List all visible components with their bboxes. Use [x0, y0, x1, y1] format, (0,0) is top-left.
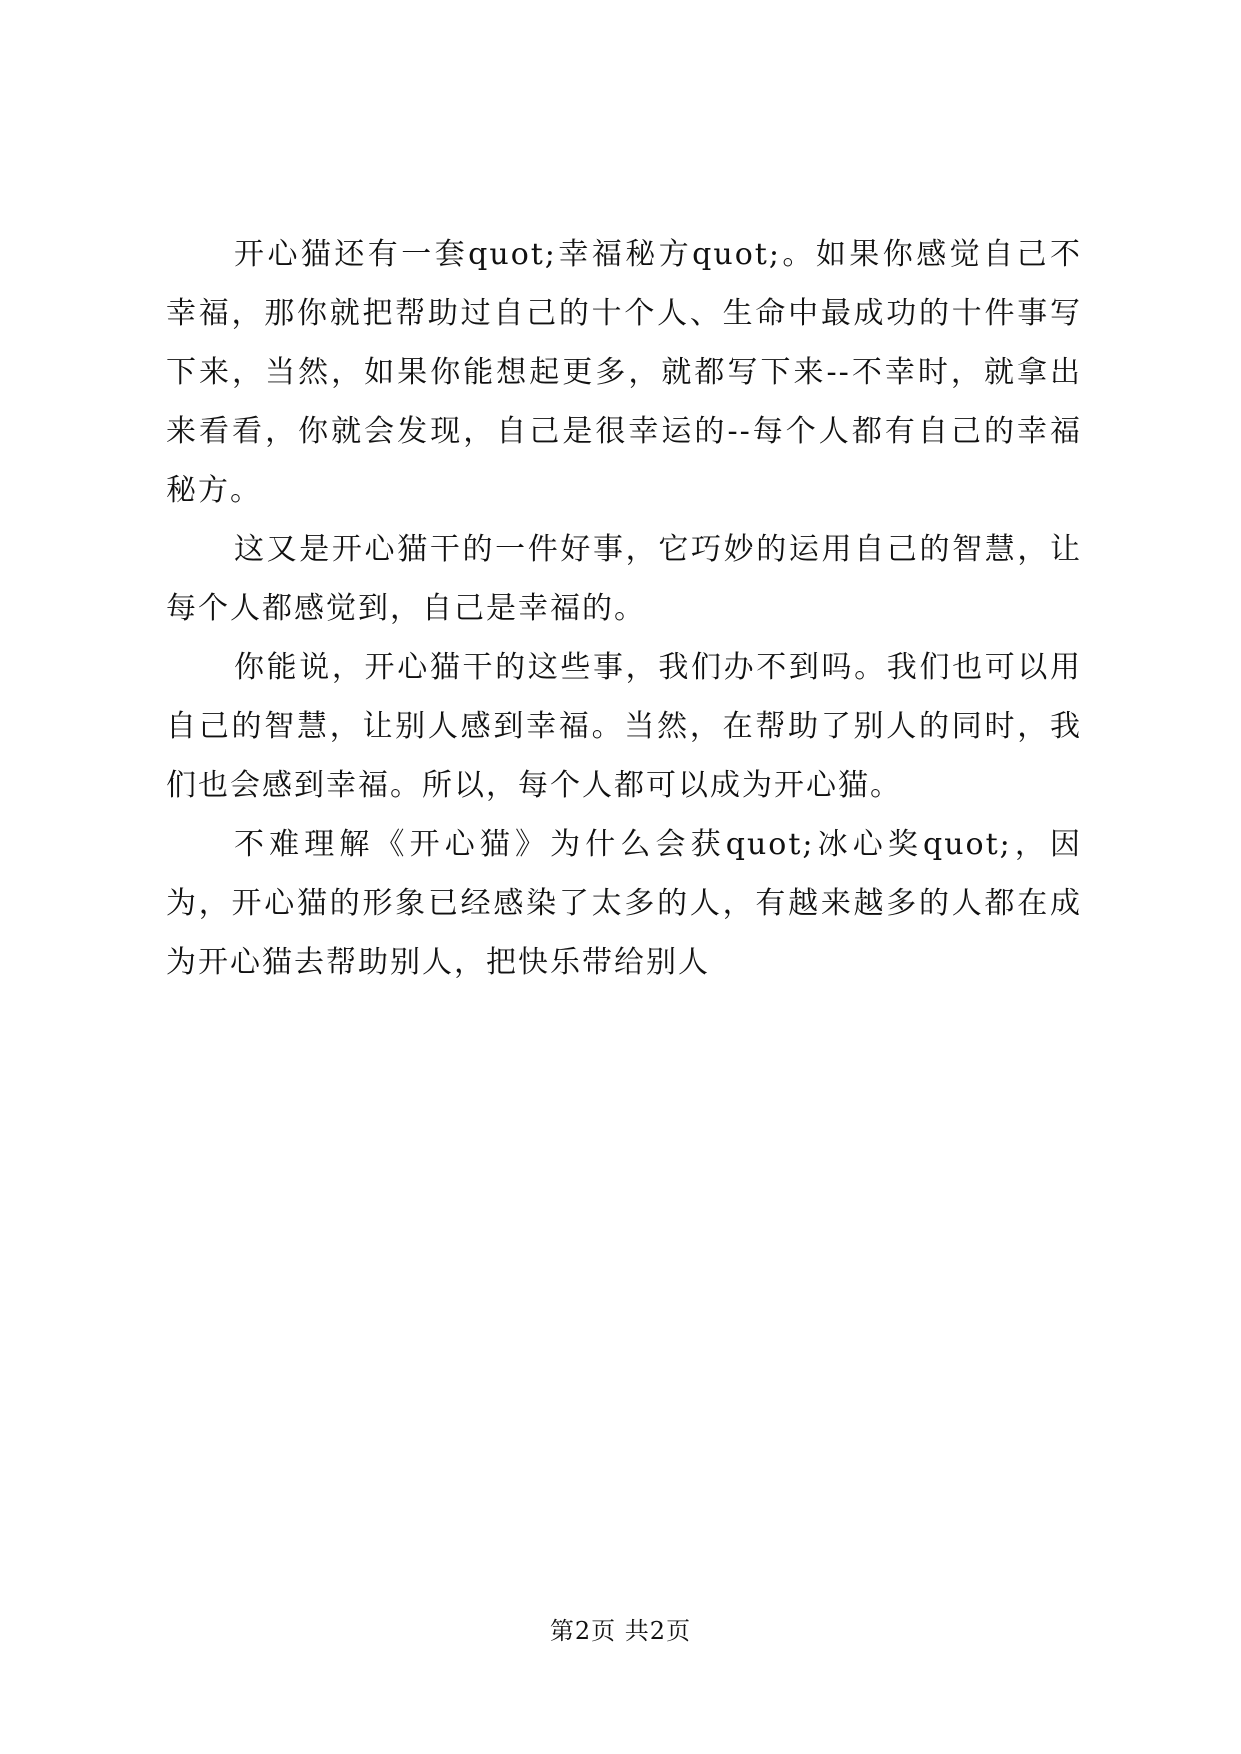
- paragraph-1: 开心猫还有一套quot;幸福秘方quot;。如果你感觉自己不幸福，那你就把帮助过自己的十个人、生命中最成功的十件事写下来，当然，如果你能想起更多，就都写下来--不幸时，就拿出来看看，你就会发现，自己是很幸运的--每个人都有自己的幸福秘方。: [166, 237, 1082, 508]
- paragraph-3: 你能说，开心猫干的这些事，我们办不到吗。我们也可以用自己的智慧，让别人感到幸福。当然，在帮助了别人的同时，我们也会感到幸福。所以，每个人都可以成为开心猫。: [166, 650, 1082, 803]
- body-text: [166, 225, 1082, 992]
- paragraph-4: 不难理解《开心猫》为什么会获quot;冰心奖quot;，因为，开心猫的形象已经感染了太多的人，有越来越多的人都在成为开心猫去帮助别人，把快乐带给别人: [166, 827, 1082, 980]
- page-footer: 第2页 共2页: [549, 1617, 692, 1645]
- paragraph-2: 这又是开心猫干的一件好事，它巧妙的运用自己的智慧，让每个人都感觉到，自己是幸福的。: [166, 532, 1082, 626]
